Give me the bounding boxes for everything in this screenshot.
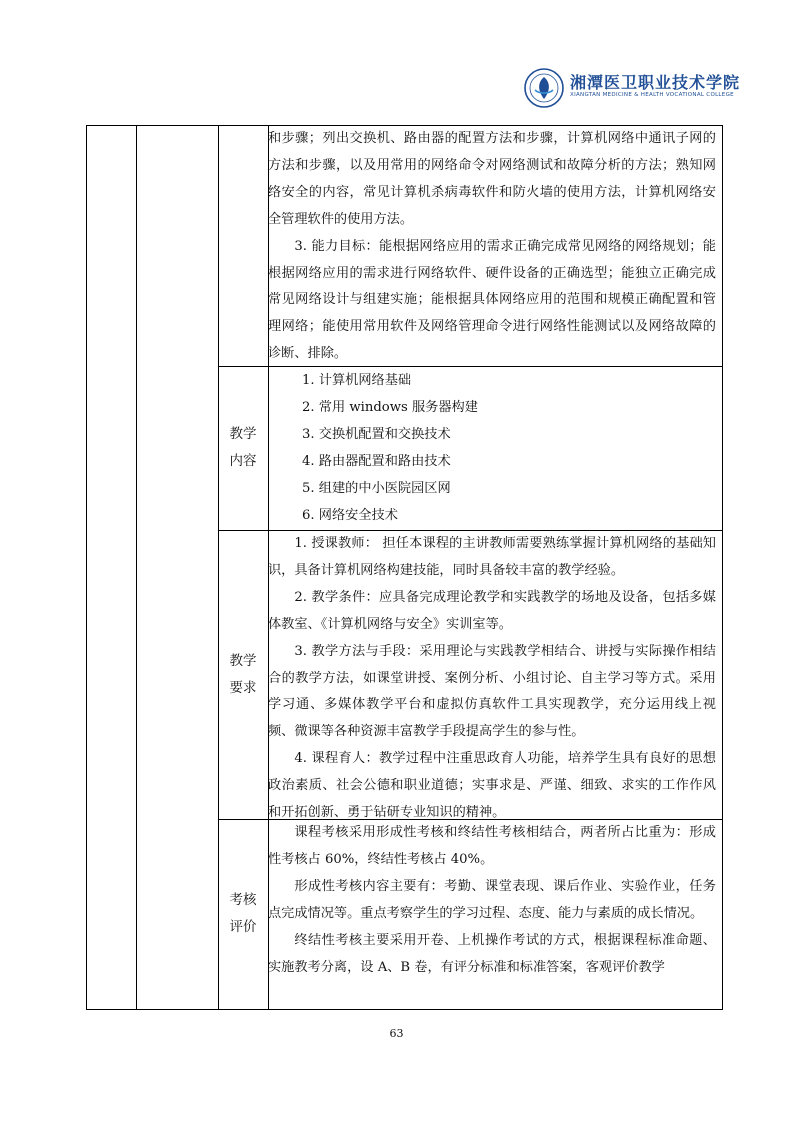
college-logo bbox=[524, 66, 741, 110]
content-item: 3. 交换机配置和交换技术 bbox=[302, 426, 451, 442]
content-item: 1. 计算机网络基础 bbox=[302, 373, 412, 388]
requirement-paragraph: 3. 教学方法与手段：采用理论与实践教学相结合、讲授与实际操作相结合的教学方法，如课堂讲授、案例分析、小组讨论、自主学习等方式。采用学习通、多媒体教学平台和虚拟仿真软件工具实现教学，充分运用线上视频、微课等各种资源丰富教学手段提高学生的参与性。 bbox=[268, 643, 716, 740]
ability-objective-paragraph: 3. 能力目标：能根据网络应用的需求正确完成常见网络的网络规划；能根据网络应用的需求进行网络软件、硬件设备的正确选型；能独立正确完成常见网络设计与组建实施；能根据具体网络应用的范围和规模正确配置和管理网络；能使用常用软件及网络管理命令进行网络性能测试以及网络故障的诊断、排除。 bbox=[268, 238, 716, 362]
requirements-label: 教学 要求 bbox=[229, 653, 257, 696]
course-table bbox=[86, 125, 723, 1010]
assessment-paragraph: 课程考核采用形成性考核和终结性考核相结合，两者所占比重为：形成性考核占 60%，终结性考核占 40%。 bbox=[268, 825, 716, 867]
assessment-cell bbox=[268, 820, 716, 981]
requirement-paragraph: 4. 课程育人：教学过程中注重思政育人功能，培养学生具有良好的思想政治素质、社会公德和职业道德；实事求是、严谨、细致、求实的工作作风和开拓创新、勇于钻研专业知识的精神。 bbox=[268, 751, 716, 821]
objectives-paragraph: 和步骤；列出交换机、路由器的配置方法和步骤，计算机网络中通讯子网的方法和步骤，以及用常用的网络命令对网络测试和故障分析的方法；熟知网络安全的内容，常见计算机杀病毒软件和防火墙的使用方法，计算机网络安全管理软件的使用方法。 bbox=[268, 131, 716, 227]
content-item: 4. 路由器配置和路由技术 bbox=[302, 453, 451, 469]
content-label: 教学 内容 bbox=[229, 426, 257, 469]
page-number: 63 bbox=[389, 1027, 404, 1040]
college-emblem-icon bbox=[524, 68, 564, 108]
content-item: 6. 网络安全技术 bbox=[302, 507, 398, 523]
objectives-cell bbox=[268, 126, 716, 368]
content-item: 2. 常用 windows 服务器构建 bbox=[302, 399, 478, 415]
content-cell bbox=[268, 368, 716, 529]
requirements-cell bbox=[268, 531, 716, 827]
requirement-paragraph: 1. 授课教师： 担任本课程的主讲教师需要熟练掌握计算机网络的基础知识，具备计算机网络构建技能，同时具备较丰富的教学经验。 bbox=[268, 536, 716, 578]
assessment-paragraph: 终结性考核主要采用开卷、上机操作考试的方式，根据课程标准命题、实施教考分离，设 A、B 卷，有评分标准和标准答案，客观评价教学 bbox=[268, 932, 716, 975]
assessment-label: 考核 评价 bbox=[229, 892, 257, 935]
college-name: 湘潭医卫职业技术学院 bbox=[570, 73, 741, 92]
assessment-paragraph: 形成性考核内容主要有：考勤、课堂表现、课后作业、实验作业，任务点完成情况等。重点考察学生的学习过程、态度、能力与素质的成长情况。 bbox=[268, 878, 716, 921]
content-item: 5. 组建的中小医院园区网 bbox=[302, 480, 451, 496]
requirement-paragraph: 2. 教学条件：应具备完成理论教学和实践教学的场地及设备，包括多媒体教室、《计算机网络与安全》实训室等。 bbox=[268, 589, 716, 632]
college-english-name: XIANGTAN MEDICINE & HEALTH VOCATIONAL COLLEGE bbox=[570, 92, 734, 98]
